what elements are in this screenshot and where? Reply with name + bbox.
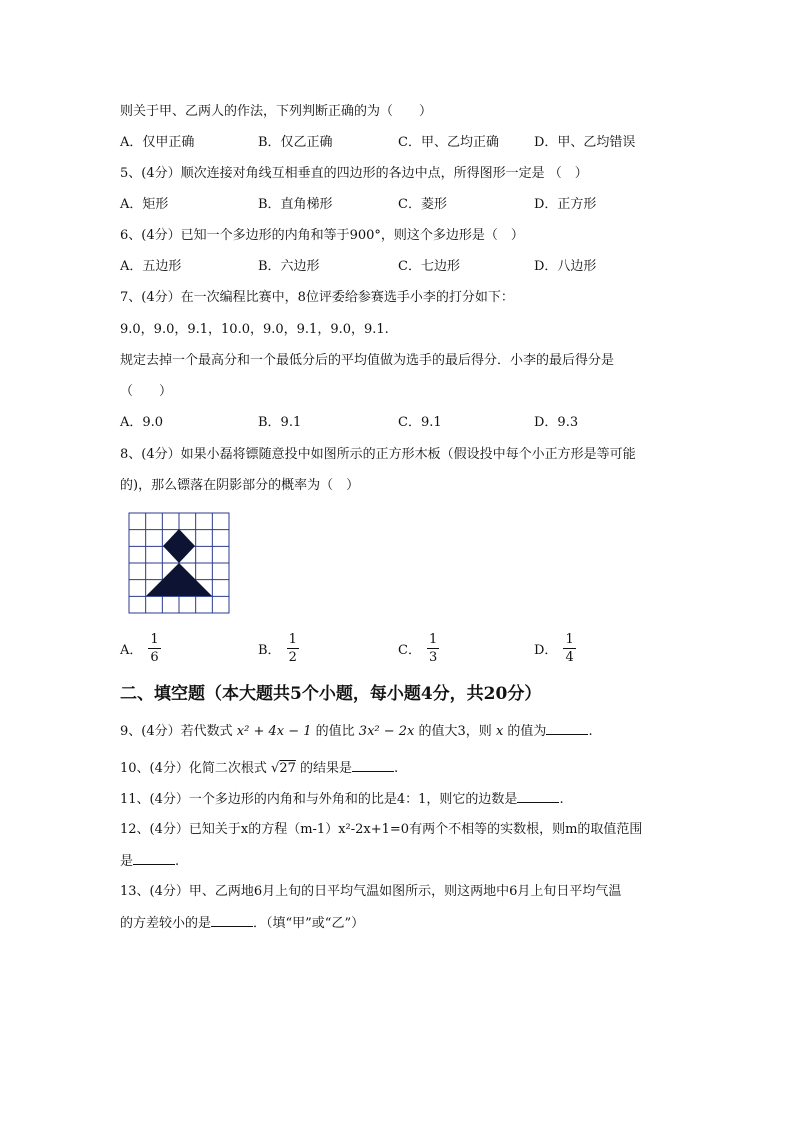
q8-option-b-letter: B． [258, 642, 281, 658]
q6-option-c[interactable]: C．七边形 [398, 259, 460, 274]
q9-prefix: 9、(4分）若代数式 [120, 724, 233, 739]
q9-stem [120, 722, 593, 741]
q10-answer-blank[interactable] [352, 759, 394, 772]
section-2-title: 二、填空题（本大题共5个小题，每小题4分，共20分） [120, 684, 542, 704]
q7-stem: 7、(4分）在一次编程比赛中，8位评委给参赛选手小李的打分如下： [120, 290, 514, 305]
q9-mid: 的值比 [315, 724, 355, 739]
q9-variable: x [495, 724, 504, 739]
q4-option-a[interactable]: A．仅甲正确 [120, 135, 195, 150]
numerator: 1 [288, 631, 297, 647]
q11-period: . [559, 792, 564, 807]
denominator: 6 [150, 649, 159, 665]
q8-option-a[interactable] [120, 626, 161, 670]
q8-option-d[interactable] [534, 626, 576, 670]
q5-option-c[interactable]: C．菱形 [398, 197, 447, 212]
fraction-one-third [427, 632, 439, 665]
q10-prefix: 10、(4分）化简二次根式 [120, 761, 267, 776]
numerator: 1 [565, 631, 574, 647]
q7-option-a[interactable]: A．9.0 [120, 415, 164, 430]
q4-option-c[interactable]: C．甲、乙均正确 [398, 135, 499, 150]
q5-option-a[interactable]: A．矩形 [120, 197, 169, 212]
q7-scores: 9.0，9.0，9.1，10.0，9.0，9.1，9.0，9.1. [120, 322, 389, 337]
q12-stem-line1: 12、(4分）已知关于x的方程（m-1）x²-2x+1=0有两个不相等的实数根，则m的取值范围 [120, 822, 643, 837]
q12-answer-blank[interactable] [133, 852, 175, 865]
sqrt-symbol: √ [271, 761, 280, 776]
q5-stem: 5、(4分）顺次连接对角线互相垂直的四边形的各边中点，所得图形一定是 （ ） [120, 166, 588, 181]
q13-stem-line2 [120, 914, 364, 933]
fraction-one-sixth [148, 632, 160, 665]
q5-option-d[interactable]: D．正方形 [534, 197, 597, 212]
q12-stem-line2 [120, 852, 179, 871]
q9-expression-2: 3x² − 2x [358, 724, 415, 739]
q8-option-c-letter: C． [398, 642, 421, 658]
q8-option-b[interactable] [258, 626, 299, 670]
q10-period: . [394, 761, 399, 776]
q4-option-d[interactable]: D．甲、乙均错误 [534, 135, 636, 150]
q13-line2-suffix: ．（填“甲”或“乙”） [253, 916, 365, 931]
q4-options [120, 134, 680, 154]
q4-stem: 则关于甲、乙两人的作法，下列判断正确的为（ ） [120, 104, 433, 119]
q5-options [120, 196, 680, 216]
q8-option-a-letter: A． [120, 642, 143, 658]
q8-option-c[interactable] [398, 626, 439, 670]
q10-radicand: 27 [279, 761, 296, 776]
q9-mid2: 的值大3，则 [418, 724, 492, 739]
denominator: 4 [565, 649, 574, 665]
shaded-diamond [163, 529, 195, 563]
q7-option-c[interactable]: C．9.1 [398, 415, 442, 430]
q7-option-d[interactable]: D．9.3 [534, 415, 579, 430]
q13-answer-blank[interactable] [211, 914, 253, 927]
q7-options [120, 414, 680, 434]
q12-period: . [175, 854, 180, 869]
q11-answer-blank[interactable] [517, 790, 559, 803]
q6-option-b[interactable]: B．六边形 [258, 259, 320, 274]
q13-line2-prefix: 的方差较小的是 [120, 916, 212, 931]
q9-period: . [588, 724, 593, 739]
q9-suffix: 的值为 [507, 724, 547, 739]
q5-option-b[interactable]: B．直角梯形 [258, 197, 333, 212]
q6-stem: 6、(4分）已知一个多边形的内角和等于900°，则这个多边形是（ ） [120, 228, 524, 243]
numerator: 1 [150, 631, 159, 647]
q12-line2-text: 是 [120, 854, 134, 869]
q11-stem [120, 790, 564, 809]
q13-stem-line1: 13、(4分）甲、乙两地6月上旬的日平均气温如图所示，则这两地中6月上旬日平均气温 [120, 884, 622, 899]
q4-option-b[interactable]: B．仅乙正确 [258, 135, 333, 150]
q10-suffix: 的结果是 [300, 761, 353, 776]
q7-paren: （ ） [120, 384, 173, 399]
q10-stem [120, 759, 398, 778]
numerator: 1 [428, 631, 438, 647]
fraction-one-half [287, 632, 299, 665]
dartboard-grid-figure [128, 512, 230, 614]
denominator: 2 [288, 649, 297, 665]
q7-rule: 规定去掉一个最高分和一个最低分后的平均值做为选手的最后得分．小李的最后得分是 [120, 353, 615, 368]
q9-expression-1: x² + 4x − 1 [236, 724, 312, 739]
q6-options [120, 258, 680, 278]
q7-option-b[interactable]: B．9.1 [258, 415, 302, 430]
fraction-one-quarter [563, 632, 575, 665]
q8-stem-line1: 8、(4分）如果小磊将镖随意投中如图所示的正方形木板（假设投中每个小正方形是等可能 [120, 447, 636, 462]
denominator: 3 [428, 649, 438, 665]
q8-option-d-letter: D． [534, 642, 558, 658]
q8-options [120, 626, 680, 670]
q8-stem-line2: 的)，那么镖落在阴影部分的概率为（ ） [120, 478, 360, 493]
q6-option-d[interactable]: D．八边形 [534, 259, 597, 274]
q9-answer-blank[interactable] [546, 722, 588, 735]
q6-option-a[interactable]: A．五边形 [120, 259, 182, 274]
q11-text: 11、(4分）一个多边形的内角和与外角和的比是4：1，则它的边数是 [120, 792, 518, 807]
